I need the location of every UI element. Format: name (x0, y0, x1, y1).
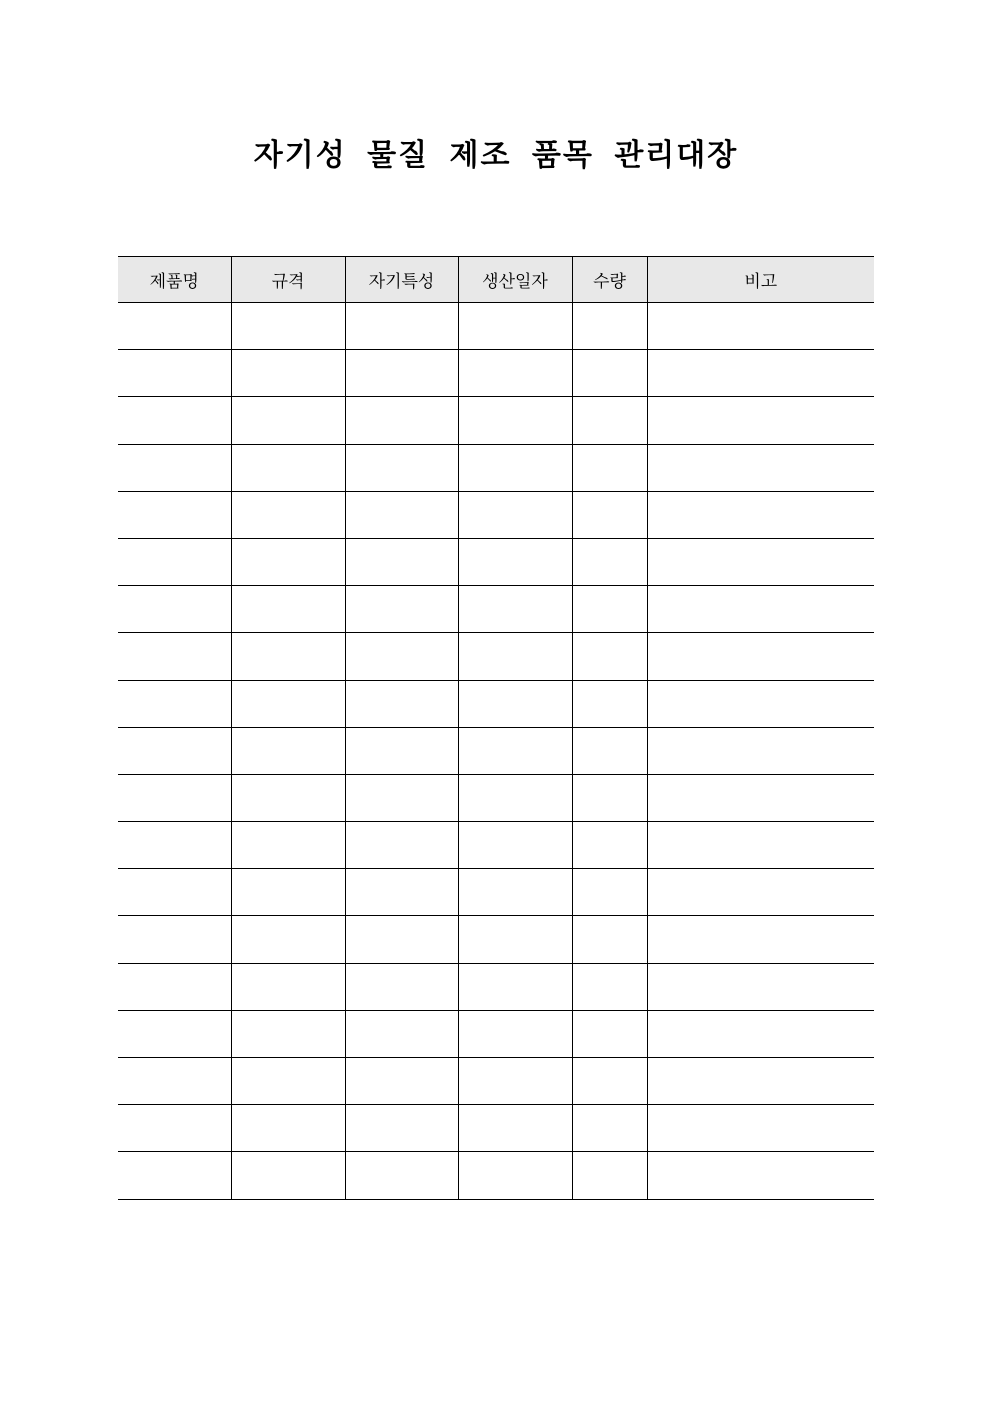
cell-spec[interactable] (231, 444, 345, 491)
cell-remarks[interactable] (647, 1058, 874, 1105)
cell-quantity[interactable] (572, 633, 647, 680)
cell-magnetic-property[interactable] (345, 350, 458, 397)
cell-production-date[interactable] (458, 633, 572, 680)
cell-product-name[interactable] (118, 727, 231, 774)
cell-production-date[interactable] (458, 774, 572, 821)
cell-magnetic-property[interactable] (345, 303, 458, 350)
cell-spec[interactable] (231, 727, 345, 774)
cell-production-date[interactable] (458, 727, 572, 774)
cell-product-name[interactable] (118, 1010, 231, 1057)
cell-spec[interactable] (231, 538, 345, 585)
cell-quantity[interactable] (572, 1058, 647, 1105)
cell-product-name[interactable] (118, 916, 231, 963)
cell-production-date[interactable] (458, 916, 572, 963)
cell-quantity[interactable] (572, 1152, 647, 1199)
cell-remarks[interactable] (647, 869, 874, 916)
cell-product-name[interactable] (118, 774, 231, 821)
cell-production-date[interactable] (458, 538, 572, 585)
cell-remarks[interactable] (647, 1010, 874, 1057)
table-row (118, 444, 874, 491)
cell-quantity[interactable] (572, 586, 647, 633)
column-header-quantity: 수량 (572, 257, 647, 303)
cell-production-date[interactable] (458, 869, 572, 916)
cell-spec[interactable] (231, 1058, 345, 1105)
cell-remarks[interactable] (647, 680, 874, 727)
cell-magnetic-property[interactable] (345, 1010, 458, 1057)
cell-remarks[interactable] (647, 822, 874, 869)
cell-spec[interactable] (231, 963, 345, 1010)
cell-remarks[interactable] (647, 727, 874, 774)
cell-production-date[interactable] (458, 303, 572, 350)
cell-production-date[interactable] (458, 822, 572, 869)
page-title: 자기성 물질 제조 품목 관리대장 (253, 138, 739, 173)
cell-spec[interactable] (231, 350, 345, 397)
table-row (118, 491, 874, 538)
cell-magnetic-property[interactable] (345, 1058, 458, 1105)
cell-magnetic-property[interactable] (345, 633, 458, 680)
table-row (118, 822, 874, 869)
table-row (118, 397, 874, 444)
cell-remarks[interactable] (647, 397, 874, 444)
cell-product-name[interactable] (118, 491, 231, 538)
ledger-body (118, 303, 874, 1200)
cell-magnetic-property[interactable] (345, 1152, 458, 1199)
header-row (118, 257, 874, 303)
cell-quantity[interactable] (572, 1010, 647, 1057)
cell-magnetic-property[interactable] (345, 538, 458, 585)
cell-quantity[interactable] (572, 822, 647, 869)
cell-product-name[interactable] (118, 1152, 231, 1199)
cell-quantity[interactable] (572, 303, 647, 350)
table-row (118, 1058, 874, 1105)
table-row (118, 303, 874, 350)
cell-product-name[interactable] (118, 1105, 231, 1152)
cell-magnetic-property[interactable] (345, 822, 458, 869)
cell-spec[interactable] (231, 1010, 345, 1057)
cell-magnetic-property[interactable] (345, 491, 458, 538)
cell-production-date[interactable] (458, 350, 572, 397)
cell-spec[interactable] (231, 680, 345, 727)
cell-magnetic-property[interactable] (345, 774, 458, 821)
cell-product-name[interactable] (118, 680, 231, 727)
column-header-product-name: 제품명 (118, 257, 231, 303)
cell-product-name[interactable] (118, 303, 231, 350)
column-header-remarks: 비고 (647, 257, 874, 303)
cell-magnetic-property[interactable] (345, 680, 458, 727)
cell-magnetic-property[interactable] (345, 444, 458, 491)
cell-quantity[interactable] (572, 727, 647, 774)
cell-magnetic-property[interactable] (345, 869, 458, 916)
cell-production-date[interactable] (458, 1058, 572, 1105)
table-row (118, 350, 874, 397)
column-header-magnetic-property: 자기특성 (345, 257, 458, 303)
cell-spec[interactable] (231, 774, 345, 821)
cell-spec[interactable] (231, 491, 345, 538)
cell-production-date[interactable] (458, 1010, 572, 1057)
table-row (118, 1152, 874, 1199)
cell-production-date[interactable] (458, 1152, 572, 1199)
cell-remarks[interactable] (647, 586, 874, 633)
cell-remarks[interactable] (647, 1152, 874, 1199)
cell-magnetic-property[interactable] (345, 963, 458, 1010)
cell-spec[interactable] (231, 1152, 345, 1199)
cell-product-name[interactable] (118, 1058, 231, 1105)
table-row (118, 774, 874, 821)
table-row (118, 1010, 874, 1057)
cell-production-date[interactable] (458, 963, 572, 1010)
cell-magnetic-property[interactable] (345, 586, 458, 633)
cell-quantity[interactable] (572, 397, 647, 444)
table-row (118, 916, 874, 963)
ledger-table (118, 256, 874, 1200)
cell-quantity[interactable] (572, 869, 647, 916)
cell-magnetic-property[interactable] (345, 397, 458, 444)
cell-product-name[interactable] (118, 350, 231, 397)
cell-remarks[interactable] (647, 444, 874, 491)
cell-quantity[interactable] (572, 680, 647, 727)
cell-product-name[interactable] (118, 869, 231, 916)
cell-quantity[interactable] (572, 444, 647, 491)
cell-product-name[interactable] (118, 963, 231, 1010)
cell-quantity[interactable] (572, 916, 647, 963)
cell-spec[interactable] (231, 916, 345, 963)
cell-product-name[interactable] (118, 633, 231, 680)
cell-remarks[interactable] (647, 916, 874, 963)
cell-magnetic-property[interactable] (345, 1105, 458, 1152)
cell-spec[interactable] (231, 1105, 345, 1152)
column-header-production-date: 생산일자 (458, 257, 572, 303)
table-row (118, 727, 874, 774)
cell-production-date[interactable] (458, 1105, 572, 1152)
cell-production-date[interactable] (458, 586, 572, 633)
cell-spec[interactable] (231, 869, 345, 916)
table-row (118, 963, 874, 1010)
table-row (118, 1105, 874, 1152)
cell-quantity[interactable] (572, 538, 647, 585)
cell-magnetic-property[interactable] (345, 916, 458, 963)
cell-quantity[interactable] (572, 963, 647, 1010)
cell-product-name[interactable] (118, 444, 231, 491)
cell-product-name[interactable] (118, 538, 231, 585)
cell-remarks[interactable] (647, 538, 874, 585)
table-row (118, 538, 874, 585)
cell-remarks[interactable] (647, 963, 874, 1010)
cell-quantity[interactable] (572, 350, 647, 397)
cell-product-name[interactable] (118, 397, 231, 444)
cell-remarks[interactable] (647, 350, 874, 397)
cell-product-name[interactable] (118, 822, 231, 869)
table-row (118, 680, 874, 727)
table-row (118, 869, 874, 916)
cell-spec[interactable] (231, 633, 345, 680)
table-row (118, 586, 874, 633)
cell-quantity[interactable] (572, 491, 647, 538)
cell-spec[interactable] (231, 822, 345, 869)
table-row (118, 633, 874, 680)
cell-remarks[interactable] (647, 1105, 874, 1152)
cell-remarks[interactable] (647, 633, 874, 680)
cell-remarks[interactable] (647, 303, 874, 350)
cell-spec[interactable] (231, 397, 345, 444)
cell-production-date[interactable] (458, 444, 572, 491)
cell-magnetic-property[interactable] (345, 727, 458, 774)
cell-remarks[interactable] (647, 774, 874, 821)
column-header-spec: 규격 (231, 257, 345, 303)
cell-production-date[interactable] (458, 680, 572, 727)
cell-remarks[interactable] (647, 491, 874, 538)
cell-product-name[interactable] (118, 586, 231, 633)
cell-quantity[interactable] (572, 774, 647, 821)
cell-production-date[interactable] (458, 491, 572, 538)
cell-spec[interactable] (231, 586, 345, 633)
cell-spec[interactable] (231, 303, 345, 350)
cell-production-date[interactable] (458, 397, 572, 444)
cell-quantity[interactable] (572, 1105, 647, 1152)
